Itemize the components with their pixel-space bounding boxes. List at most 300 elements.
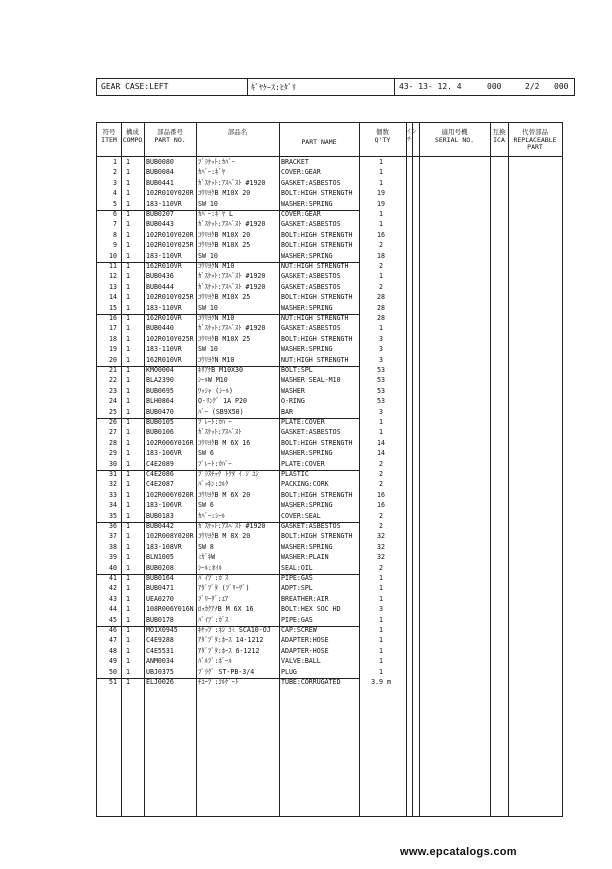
row-item: 37 [109, 532, 117, 541]
row-jp: SW 10 [198, 345, 218, 354]
row-name: BREATHER:AIR [281, 594, 329, 603]
row-name: BOLT:HIGH STRENGTH [281, 438, 353, 447]
row-part: BUB0183 [146, 511, 174, 520]
row-part: BUB0208 [146, 563, 174, 572]
row-qty: 1 [379, 272, 383, 281]
row-item: 23 [109, 386, 117, 395]
row-jp: ｶﾞｽｹｯﾄ:ｱｽﾍﾞｽﾄ #1920 [198, 272, 266, 281]
row-part: BUB0443 [146, 220, 174, 229]
row-comp: 1 [126, 230, 130, 239]
row-jp: ｼｰﾙ:ｵｲﾙ [198, 563, 222, 572]
row-item: 3 [113, 178, 117, 187]
row-item: 26 [109, 418, 117, 426]
col-comp: 構成 COMPO [122, 128, 143, 144]
row-jp: SW 6 [198, 449, 214, 458]
row-item: 33 [109, 490, 117, 499]
row-name: WASHER:SPRING [281, 501, 333, 510]
row-part: 162R010VR [146, 262, 182, 270]
row-jp: ｺｳﾘﾖｸB M 8X 20 [198, 532, 251, 541]
row-qty: 2 [379, 241, 383, 250]
row-qty: 16 [377, 501, 385, 510]
row-comp: 1 [126, 397, 130, 406]
row-item: 22 [109, 376, 117, 385]
row-name: PLATE:COVER [281, 459, 325, 468]
row-item: 29 [109, 449, 117, 458]
row-jp: ﾁﾕｰﾌﾞ:ｺﾙｹﾞｰﾄ [198, 678, 239, 686]
row-item: 14 [109, 293, 117, 302]
row-name: TUBE:CORRUGATED [281, 678, 341, 686]
col-in: イン チ [406, 129, 418, 143]
row-part: BLN1005 [146, 553, 174, 562]
row-name: ADPT:SPL [281, 584, 313, 593]
row-name: GASKET:ASBESTOS [281, 272, 341, 281]
row-name: BOLT:HIGH STRENGTH [281, 189, 353, 198]
row-comp: 1 [126, 407, 130, 416]
row-qty: 1 [379, 615, 383, 624]
row-comp: 1 [126, 501, 130, 510]
row-part: KMO0004 [146, 366, 174, 374]
row-part: BLA2390 [146, 376, 174, 385]
row-name: BOLT:HIGH STRENGTH [281, 230, 353, 239]
row-name: COVER:GEAR [281, 210, 321, 218]
row-part: 102R010Y020R [146, 189, 194, 198]
row-jp: ｺｳﾘﾖｸB M 6X 20 [198, 490, 251, 499]
row-item: 12 [109, 272, 117, 281]
row-part: BUB0470 [146, 407, 174, 416]
row-jp: SW 10 [198, 303, 218, 312]
row-part: BUB0442 [146, 522, 174, 530]
row-item: 20 [109, 355, 117, 364]
header-num: 000 [487, 82, 502, 91]
row-name: WASHER:SPRING [281, 303, 333, 312]
header-divider-2 [394, 78, 395, 96]
row-comp: 1 [126, 366, 130, 374]
row-part: BUB0440 [146, 324, 174, 333]
row-name: WASHER:SPRING [281, 542, 333, 551]
row-jp: ｺｳﾘﾖｸB M 6X 16 [198, 438, 251, 447]
row-part: BUB0080 [146, 158, 174, 166]
row-qty: 14 [377, 449, 385, 458]
row-name: BOLT:HIGH STRENGTH [281, 241, 353, 250]
row-jp: SW 8 [198, 542, 214, 551]
row-item: 35 [109, 511, 117, 520]
row-qty: 3 [379, 407, 383, 416]
row-jp: ｺｳﾘﾖｸN M10 [198, 355, 235, 364]
row-comp: 1 [126, 428, 130, 437]
row-qty: 32 [377, 553, 385, 562]
parts-table [96, 122, 563, 817]
row-item: 8 [113, 230, 117, 239]
row-name: PACKING:CORK [281, 480, 329, 489]
row-jp: ﾊﾟｯｷﾝ:ｺﾙｸ [198, 480, 229, 489]
row-part: 183-110VR [146, 251, 182, 260]
row-name: PIPE:GAS [281, 615, 313, 624]
row-qty: 3 [379, 355, 383, 364]
row-item: 19 [109, 345, 117, 354]
row-item: 40 [109, 563, 117, 572]
row-comp: 1 [126, 386, 130, 395]
row-part: 102R010Y020R [146, 230, 194, 239]
col-ica: 互換 ICA [492, 128, 506, 144]
row-qty: 53 [377, 397, 385, 406]
row-jp: ｷﾘｱｹB M10X30 [198, 366, 243, 374]
header-divider [247, 78, 248, 96]
row-jp: ｺｳﾘﾖｸN M10 [198, 314, 235, 322]
row-jp: ｶﾞｽｹｯﾄ:ｱｽﾍﾞｽﾄ [198, 428, 242, 437]
row-comp: 1 [126, 542, 130, 551]
col-qty: 個数 Q'TY [374, 128, 391, 144]
row-item: 46 [109, 626, 117, 634]
row-comp: 1 [126, 553, 130, 562]
header-left-title: GEAR CASE:LEFT [101, 82, 169, 91]
row-part: C4E2086 [146, 470, 174, 478]
row-jp: ｶﾞｽｹｯﾄ:ｱｽﾍﾞｽﾄ #1920 [198, 324, 266, 333]
row-part: 162R010VR [146, 314, 182, 322]
row-qty: 1 [379, 210, 383, 218]
row-jp: ﾊﾟｲﾌﾟ:ｶﾞｽ [198, 615, 229, 624]
row-item: 7 [113, 220, 117, 229]
row-name: GASKET:ASBESTOS [281, 178, 341, 187]
row-comp: 1 [126, 303, 130, 312]
row-item: 34 [109, 501, 117, 510]
row-qty: 2 [379, 522, 383, 530]
row-item: 39 [109, 553, 117, 562]
row-item: 28 [109, 438, 117, 447]
row-name: NUT:HIGH STRENGTH [281, 262, 349, 270]
row-jp: ﾌﾞﾘｰｻﾞ:ｴｱ [198, 594, 229, 603]
row-part: C4E2087 [146, 480, 174, 489]
row-qty: 2 [379, 262, 383, 270]
row-qty: 1 [379, 646, 383, 655]
row-part: 102R008Y020R [146, 532, 194, 541]
row-name: COVER:GEAR [281, 168, 321, 177]
row-comp: 1 [126, 272, 130, 281]
row-jp: ｺｳﾘﾖｸB M10X 25 [198, 334, 251, 343]
row-part: 183-110VR [146, 303, 182, 312]
row-qty: 32 [377, 532, 385, 541]
row-item: 9 [113, 241, 117, 250]
row-comp: 1 [126, 158, 130, 166]
row-part: 102R010Y025R [146, 293, 194, 302]
footer-watermark: www.epcatalogs.com [400, 846, 517, 858]
row-part: ANM0034 [146, 657, 174, 666]
row-name: WASHER:PLAIN [281, 553, 329, 562]
row-item: 51 [109, 678, 117, 686]
row-part: 183-106VR [146, 449, 182, 458]
row-jp: SW 10 [198, 251, 218, 260]
row-name: CAP:SCREW [281, 626, 317, 634]
row-comp: 1 [126, 220, 130, 229]
row-qty: 1 [379, 594, 383, 603]
row-qty: 28 [377, 293, 385, 302]
row-item: 41 [109, 574, 117, 582]
row-jp: ﾌﾟﾗｽﾁｯｸ ﾄｸﾀﾞｲ ｼﾞﾕｼ [198, 470, 259, 478]
row-name: BRACKET [281, 158, 309, 166]
row-part: C4E5531 [146, 646, 174, 655]
header-page: 2/2 [525, 82, 540, 91]
row-comp: 1 [126, 459, 130, 468]
row-jp: ﾌﾟﾚｰﾄ:ｶﾊﾞｰ [198, 418, 232, 426]
row-item: 43 [109, 594, 117, 603]
row-name: BOLT:HIGH STRENGTH [281, 293, 353, 302]
row-jp: ﾊﾟｲﾌﾟ:ｶﾞｽ [198, 574, 229, 582]
row-comp: 1 [126, 189, 130, 198]
row-name: WASHER [281, 386, 305, 395]
row-name: PIPE:GAS [281, 574, 313, 582]
row-comp: 1 [126, 522, 130, 530]
row-qty: 1 [379, 584, 383, 593]
row-part: 183-108VR [146, 542, 182, 551]
row-item: 44 [109, 605, 117, 614]
row-comp: 1 [126, 667, 130, 676]
row-qty: 2 [379, 511, 383, 520]
row-name: ADAPTER:HOSE [281, 636, 329, 645]
row-comp: 1 [126, 480, 130, 489]
row-comp: 1 [126, 178, 130, 187]
row-comp: 1 [126, 241, 130, 250]
row-jp: ｶﾊﾞｰ:ｼｰﾙ [198, 511, 226, 520]
row-item: 6 [113, 210, 117, 218]
row-part: UEA0270 [146, 594, 174, 603]
row-item: 49 [109, 657, 117, 666]
row-part: BUB0106 [146, 428, 174, 437]
row-comp: 1 [126, 636, 130, 645]
row-qty: 1 [379, 418, 383, 426]
row-jp: ｶﾞｽｹｯﾄ:ｱｽﾍﾞｽﾄ #1920 [198, 282, 266, 291]
row-jp: ﾛｯｶｸｱﾅB M 6X 16 [198, 605, 254, 614]
row-name: COVER:SEAL [281, 511, 321, 520]
row-name: GASKET:ASBESTOS [281, 282, 341, 291]
row-name: BOLT:HEX SOC HD [281, 605, 341, 614]
row-comp: 1 [126, 584, 130, 593]
row-qty: 1 [379, 168, 383, 177]
row-part: BUB0444 [146, 282, 174, 291]
row-qty: 14 [377, 438, 385, 447]
row-name: BOLT:HIGH STRENGTH [281, 490, 353, 499]
row-jp: ｶﾞｽｹｯﾄ:ｱｽﾍﾞｽﾄ #1920 [198, 522, 266, 530]
row-jp: SW 10 [198, 199, 218, 208]
row-name: BAR [281, 407, 293, 416]
row-part: UBJ0375 [146, 667, 174, 676]
row-jp: O-ﾘﾝｸﾞ 1A P20 [198, 397, 247, 406]
row-qty: 19 [377, 199, 385, 208]
row-comp: 1 [126, 355, 130, 364]
row-qty: 1 [379, 324, 383, 333]
row-part: BLH0864 [146, 397, 174, 406]
row-part: 102R010Y025R [146, 241, 194, 250]
row-item: 10 [109, 251, 117, 260]
row-comp: 1 [126, 418, 130, 426]
row-comp: 1 [126, 615, 130, 624]
row-name: WASHER:SPRING [281, 449, 333, 458]
row-part: MO1X0945 [146, 626, 178, 634]
row-jp: ｶﾞｽｹｯﾄ:ｱｽﾍﾞｽﾄ #1920 [198, 220, 266, 229]
header-suffix: 000 [554, 82, 569, 91]
row-jp: ｶﾊﾞｰ:ｷﾞﾔ [198, 168, 226, 177]
row-item: 38 [109, 542, 117, 551]
row-comp: 1 [126, 594, 130, 603]
row-comp: 1 [126, 563, 130, 572]
col-name-jp: 部品名 [227, 128, 248, 136]
row-comp: 1 [126, 626, 130, 634]
row-jp: SW 6 [198, 501, 214, 510]
row-jp: ｶﾞｽｹｯﾄ:ｱｽﾍﾞｽﾄ #1920 [198, 178, 266, 187]
row-name: NUT:HIGH STRENGTH [281, 355, 349, 364]
row-jp: ｺｳﾘﾖｸB M10X 20 [198, 230, 251, 239]
row-comp: 1 [126, 657, 130, 666]
row-name: GASKET:ASBESTOS [281, 522, 341, 530]
col-name: PART NAME [301, 138, 337, 146]
row-qty: 1 [379, 428, 383, 437]
row-item: 50 [109, 667, 117, 676]
row-name: NUT:HIGH STRENGTH [281, 314, 349, 322]
row-part: BUB0436 [146, 272, 174, 281]
row-item: 45 [109, 615, 117, 624]
row-part: 102R006Y016R [146, 438, 194, 447]
row-jp: ﾌﾟﾚｰﾄ:ｶﾊﾞｰ [198, 459, 232, 468]
row-qty: 1 [379, 178, 383, 187]
row-item: 4 [113, 189, 117, 198]
row-name: GASKET:ASBESTOS [281, 428, 341, 437]
row-name: PLASTIC [281, 470, 309, 478]
row-qty: 28 [377, 314, 385, 322]
row-name: WASHER SEAL-M10 [281, 376, 341, 385]
row-part: ELJ0026 [146, 678, 174, 686]
row-comp: 1 [126, 282, 130, 291]
col-serial: 適用号機 SERIAL NO. [434, 128, 475, 144]
row-qty: 3 [379, 345, 383, 354]
row-item: 36 [109, 522, 117, 530]
row-comp: 1 [126, 251, 130, 260]
row-qty: 2 [379, 470, 383, 478]
row-name: VALVE:BALL [281, 657, 321, 666]
row-part: BUB0164 [146, 574, 174, 582]
row-comp: 1 [126, 262, 130, 270]
row-part: BUB0695 [146, 386, 174, 395]
row-item: 1 [113, 158, 117, 166]
row-item: 25 [109, 407, 117, 416]
col-item: 符号 ITEM [101, 128, 117, 144]
row-item: 42 [109, 584, 117, 593]
row-comp: 1 [126, 532, 130, 541]
row-qty: 1 [379, 220, 383, 229]
row-qty: 16 [377, 490, 385, 499]
row-comp: 1 [126, 199, 130, 208]
row-qty: 16 [377, 230, 385, 239]
row-qty: 28 [377, 303, 385, 312]
row-comp: 1 [126, 345, 130, 354]
row-comp: 1 [126, 334, 130, 343]
row-comp: 1 [126, 511, 130, 520]
row-jp: ﾊﾞｰ (SB9X50) [198, 407, 244, 416]
row-part: C4E9288 [146, 636, 174, 645]
row-part: 183-110VR [146, 345, 182, 354]
row-name: SEAL:OIL [281, 563, 313, 572]
row-item: 17 [109, 324, 117, 333]
row-item: 13 [109, 282, 117, 291]
col-repl: 代替部品 REPLACEABLE PART [513, 128, 557, 151]
row-comp: 1 [126, 646, 130, 655]
row-item: 2 [113, 168, 117, 177]
row-comp: 1 [126, 470, 130, 478]
row-jp: ｷﾔｯﾌﾟ:ﾈｼﾞｺﾐ SCA10-OJ [198, 626, 271, 634]
row-item: 27 [109, 428, 117, 437]
row-jp: ｱﾀﾞﾌﾟﾀ:ﾎｰｽ 6-1212 [198, 646, 260, 655]
row-qty: 2 [379, 480, 383, 489]
row-item: 16 [109, 314, 117, 322]
row-part: 102R010Y025R [146, 334, 194, 343]
row-comp: 1 [126, 210, 130, 218]
row-qty: 1 [379, 574, 383, 582]
row-part: C4E2089 [146, 459, 174, 468]
row-jp: ｺｳﾘﾖｸN M10 [198, 262, 235, 270]
row-qty: 3.9 m [371, 678, 391, 686]
row-name: WASHER:SPRING [281, 345, 333, 354]
row-item: 47 [109, 636, 117, 645]
row-qty: 3 [379, 334, 383, 343]
row-name: BOLT:HIGH STRENGTH [281, 532, 353, 541]
row-jp: ﾊﾞﾙﾌﾞ:ﾎﾞｰﾙ [198, 657, 232, 666]
row-name: ADAPTER-HOSE [281, 646, 329, 655]
row-item: 31 [109, 470, 117, 478]
row-comp: 1 [126, 449, 130, 458]
row-jp: ﾐｶﾞｷW [198, 553, 216, 562]
row-comp: 1 [126, 678, 130, 686]
row-jp: ｺｳﾘﾖｸB M10X 25 [198, 241, 251, 250]
row-qty: 1 [379, 636, 383, 645]
row-comp: 1 [126, 490, 130, 499]
row-qty: 53 [377, 376, 385, 385]
row-item: 11 [109, 262, 117, 270]
row-part: BUB0441 [146, 178, 174, 187]
row-item: 48 [109, 646, 117, 655]
row-name: WASHER:SPRING [281, 199, 333, 208]
row-jp: ｺｳﾘﾖｸB M10X 20 [198, 189, 251, 198]
row-item: 32 [109, 480, 117, 489]
row-item: 15 [109, 303, 117, 312]
row-jp: ｱﾀﾞﾌﾟﾀ:ﾎｰｽ 14-1212 [198, 636, 264, 645]
row-qty: 1 [379, 667, 383, 676]
row-qty: 32 [377, 542, 385, 551]
row-part: BUB0207 [146, 210, 174, 218]
row-qty: 19 [377, 189, 385, 198]
row-qty: 2 [379, 282, 383, 291]
row-qty: 2 [379, 563, 383, 572]
row-item: 24 [109, 397, 117, 406]
row-comp: 1 [126, 605, 130, 614]
row-comp: 1 [126, 574, 130, 582]
row-qty: 1 [379, 158, 383, 166]
row-part: 102R006Y020R [146, 490, 194, 499]
row-jp: ﾌﾟﾗｸﾞ ST-PB-3/4 [198, 667, 255, 676]
row-item: 18 [109, 334, 117, 343]
row-item: 21 [109, 366, 117, 374]
row-name: WASHER:SPRING [281, 251, 333, 260]
row-comp: 1 [126, 438, 130, 447]
row-jp: ｶﾊﾞｰ:ｷﾞﾔ L [198, 210, 233, 218]
row-name: GASKET:ASBESTOS [281, 324, 341, 333]
row-qty: 18 [377, 251, 385, 260]
row-part: BUB0178 [146, 615, 174, 624]
row-qty: 53 [377, 366, 385, 374]
row-item: 5 [113, 199, 117, 208]
row-qty: 1 [379, 626, 383, 634]
row-qty: 2 [379, 459, 383, 468]
row-item: 30 [109, 459, 117, 468]
row-part: BUB0084 [146, 168, 174, 177]
header-code: 43- 13- 12. 4 [399, 82, 462, 91]
row-qty: 53 [377, 386, 385, 395]
